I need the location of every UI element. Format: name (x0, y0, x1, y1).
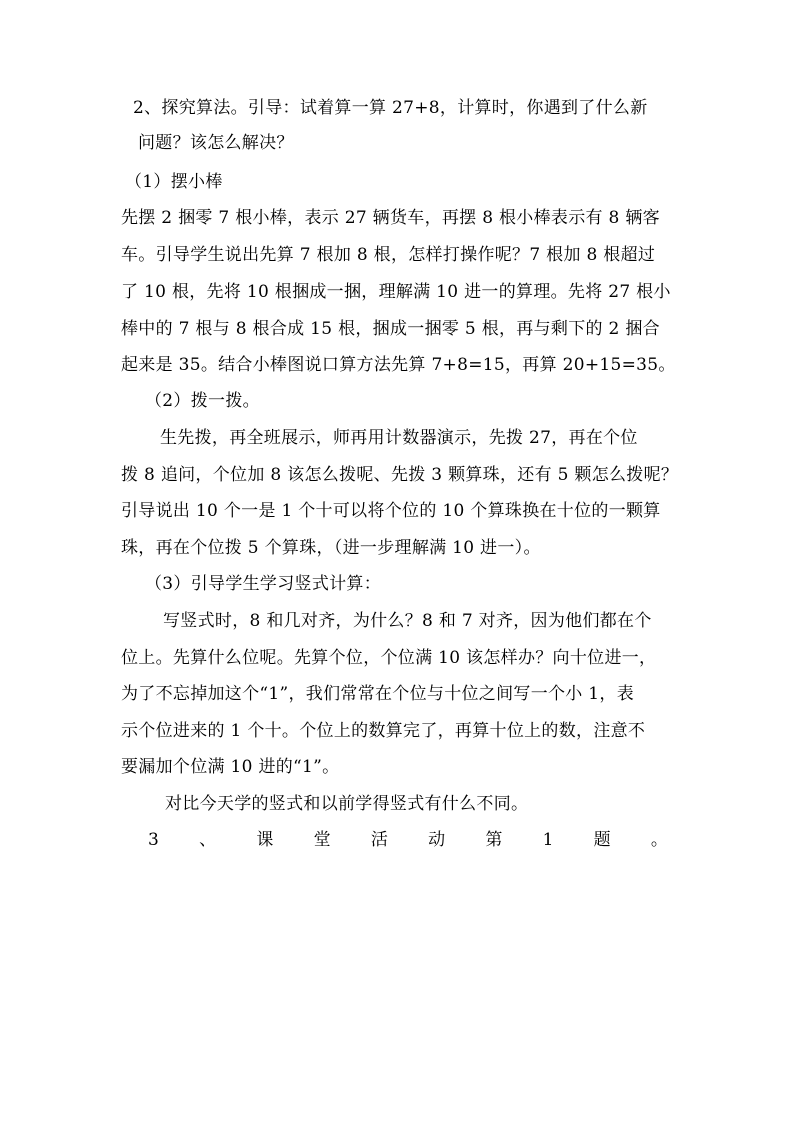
sub2-para-line: 生先拨，再全班展示，师再用计数器演示，先拨 27，再在个位 (160, 428, 638, 448)
sub1-para-line: 先摆 2 捆零 7 根小棒，表示 27 辆货车，再摆 8 根小棒表示有 8 辆客 (121, 208, 660, 228)
section3-char: 题 (593, 830, 611, 850)
sub3-para-line: 要漏加个位满 10 进的“1”。 (121, 757, 340, 777)
section2-title-line2: 问题？该怎么解决？ (138, 133, 294, 153)
section3-char: 活 (370, 830, 388, 850)
section3-char: 3 (148, 830, 159, 850)
sub3-para-line: 写竖式时，8 和几对齐，为什么？8 和 7 对齐，因为他们都在个 (163, 611, 652, 631)
sub3-heading: （3）引导学生学习竖式计算： (145, 574, 382, 594)
compare-line: 对比今天学的竖式和以前学得竖式有什么不同。 (165, 794, 529, 814)
sub2-heading: （2）拨一拨。 (145, 391, 260, 411)
section3-char: 1 (542, 830, 554, 850)
sub2-para-line: 拨 8 追问，个位加 8 该怎么拨呢、先拨 3 颗算珠，还有 5 颗怎么拨呢？ (121, 465, 679, 485)
section3-char: 、 (199, 830, 217, 850)
sub2-para-line: 引导说出 10 个一是 1 个十可以将个位的 10 个算珠换在十位的一颗算 (121, 501, 661, 521)
sub3-para-line: 为了不忘掉加这个“1”，我们常常在个位与十位之间写一个小 1，表 (121, 684, 635, 704)
section3-char: 动 (428, 830, 446, 850)
section3-char: 第 (485, 830, 503, 850)
sub1-para-line: 车。引导学生说出先算 7 根加 8 根，怎样打操作呢？7 根加 8 根超过 (121, 245, 656, 265)
section3-char: 。 (650, 830, 668, 850)
section3-char: 课 (256, 830, 274, 850)
sub1-para-line: 了 10 根，先将 10 根捆成一捆，理解满 10 进一的算理。先将 27 根小 (121, 282, 671, 302)
section3-char: 堂 (313, 830, 331, 850)
sub3-para-line: 位上。先算什么位呢。先算个位，个位满 10 该怎样办？向十位进一， (121, 648, 657, 668)
sub1-para-line: 起来是 35。结合小棒图说口算方法先算 7+8=15，再算 20+15=35。 (121, 355, 676, 375)
sub1-heading: （1）摆小棒 (125, 172, 223, 192)
section3-line (148, 830, 668, 850)
sub2-para-line: 珠，再在个位拨 5 个算珠，（进一步理解满 10 进一）。 (121, 538, 541, 558)
sub1-para-line: 棒中的 7 根与 8 根合成 15 根，捆成一捆零 5 根，再与剩下的 2 捆合 (121, 319, 660, 339)
sub3-para-line: 示个位进来的 1 个十。个位上的数算完了，再算十位上的数，注意不 (121, 721, 646, 741)
section2-title-line1: 2、探究算法。引导：试着算一算 27+8，计算时，你遇到了什么新 (133, 98, 648, 118)
